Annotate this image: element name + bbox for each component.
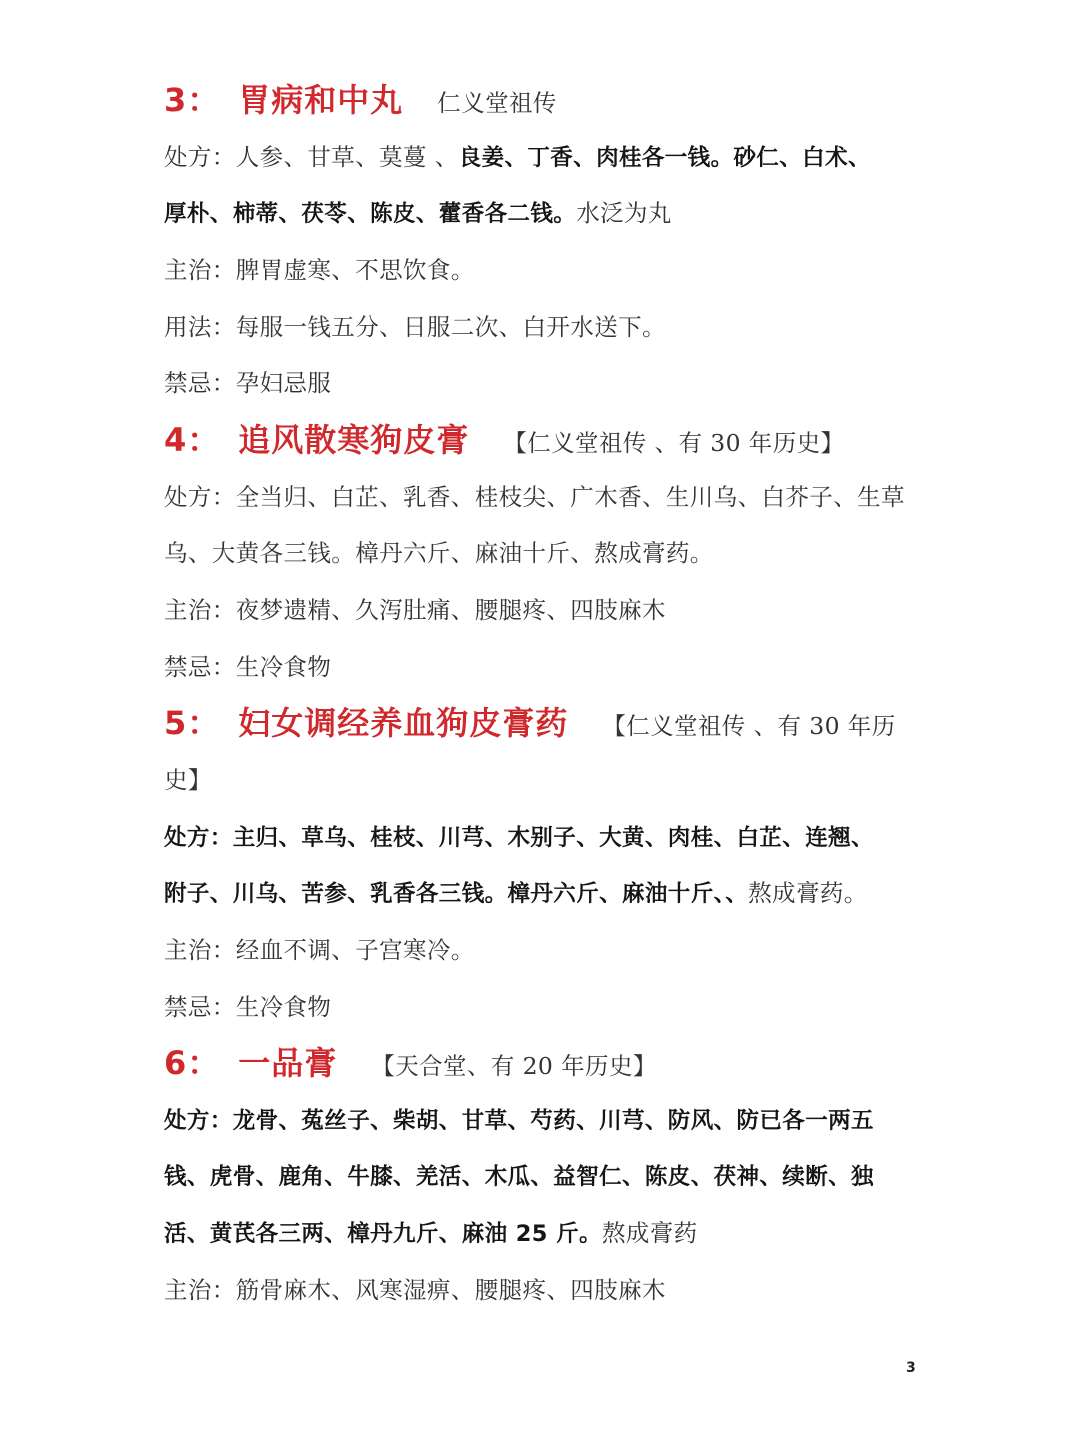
text-line: [164, 355, 924, 412]
text-segment: 厚朴、柿蒂、茯苓、陈皮、藿香各二钱。: [164, 201, 577, 228]
text-line: [164, 185, 924, 242]
text-segment: 处方：全当归、白芷、乳香、桂枝尖、广木香、生川乌、白芥子、生草: [164, 482, 905, 511]
text-segment: 用法：每服一钱五分、日服二次、白开水送下。: [164, 312, 666, 341]
text-segment: 钱、虎骨、鹿角、牛膝、羌活、木瓜、益智仁、陈皮、茯神、续断、独: [164, 1164, 874, 1191]
recipe-title: 妇女调经养血狗皮膏药: [238, 704, 569, 743]
recipe-number: 3：: [164, 81, 221, 119]
recipe-heading: [164, 695, 924, 752]
text-line: [164, 242, 924, 299]
text-segment: 禁忌：生冷食物: [164, 652, 332, 681]
text-segment: 熬成膏药: [601, 1219, 698, 1248]
text-line: [164, 1092, 924, 1149]
text-line: [164, 752, 924, 809]
recipe-source: 仁义堂祖传: [437, 89, 557, 117]
recipe-number: 5：: [164, 704, 221, 743]
recipe-heading: [164, 72, 924, 129]
text-segment: 乌、大黄各三钱。樟丹六斤、麻油十斤、熬成膏药。: [164, 539, 714, 568]
text-segment: 熬成膏药。: [748, 879, 868, 908]
recipe-source: 【仁义堂祖传 、有 30 年历: [602, 712, 896, 741]
text-line: [164, 809, 924, 866]
text-line: [164, 922, 924, 979]
page-number: 3: [906, 1360, 916, 1376]
recipe-title: 胃病和中丸: [238, 81, 404, 119]
text-line: [164, 582, 924, 639]
recipe-number: 6：: [164, 1044, 221, 1083]
text-segment: 良姜、丁香、肉桂各一钱。砂仁、白术、: [458, 144, 871, 171]
recipe-heading: [164, 412, 924, 469]
text-segment: 主治：脾胃虚寒、不思饮食。: [164, 255, 475, 284]
recipe-source: 【天合堂、有 20 年历史】: [371, 1052, 657, 1081]
text-segment: 活、黄芪各三两、樟丹九斤、麻油 25 斤。: [164, 1221, 602, 1248]
text-line: [164, 129, 924, 186]
text-segment: 史】: [164, 765, 212, 794]
text-segment: 处方：人参、甘草、莫蔓 、: [164, 142, 459, 171]
recipe-source: 【仁义堂祖传 、有 30 年历史】: [503, 428, 845, 457]
text-segment: 处方：主归、草乌、桂枝、川芎、木别子、大黄、肉桂、白芷、连翘、: [164, 824, 874, 851]
text-segment: 主治：夜梦遗精、久泻肚痛、腰腿疼、四肢麻木: [164, 595, 666, 624]
text-segment: 禁忌：孕妇忌服: [164, 369, 332, 398]
text-segment: 主治：经血不调、子宫寒冷。: [164, 935, 475, 964]
text-line: [164, 1205, 924, 1262]
document-body: [164, 72, 924, 1318]
text-segment: 主治：筋骨麻木、风寒湿痹、腰腿疼、四肢麻木: [164, 1275, 666, 1304]
recipe-title: 一品膏: [238, 1044, 338, 1083]
text-line: [164, 865, 924, 922]
recipe-number: 4：: [164, 420, 221, 459]
recipe-heading: [164, 1035, 924, 1092]
text-line: [164, 639, 924, 696]
text-segment: 水泛为丸: [576, 199, 672, 228]
text-line: [164, 1148, 924, 1205]
text-segment: 禁忌：生冷食物: [164, 992, 332, 1021]
text-line: [164, 1262, 924, 1319]
text-segment: 处方：龙骨、菟丝子、柴胡、甘草、芍药、川芎、防风、防已各一两五: [164, 1107, 874, 1134]
text-line: [164, 299, 924, 356]
text-segment: 附子、川乌、苦参、乳香各三钱。樟丹六斤、麻油十斤、、: [164, 881, 749, 908]
text-line: [164, 525, 924, 582]
recipe-title: 追风散寒狗皮膏: [238, 420, 470, 459]
text-line: [164, 979, 924, 1036]
text-line: [164, 469, 924, 526]
